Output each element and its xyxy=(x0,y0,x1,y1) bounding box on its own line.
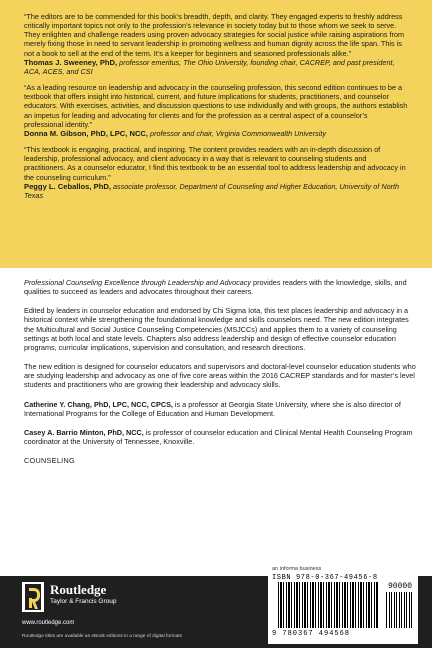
editor-name: Catherine Y. Chang, PhD, LPC, NCC, CPCS, xyxy=(24,399,173,409)
endorsement-quote: “This textbook is engaging, practical, and inspiring. The content provides readers with an in-depth discussion of leadership, professional advocacy, and client advocacy in a way that is relevant to counseling students and practitioners. As a counselor educator, I find this textbook to be an essential tool to address leadership and advocacy in the counseling curriculum.” xyxy=(24,145,406,182)
editor-bio xyxy=(24,428,416,446)
endorsement-signature xyxy=(24,58,408,76)
ebook-note: Routledge titles are available as eBook editions in a range of digital formats xyxy=(22,634,182,639)
routledge-logo-icon xyxy=(22,582,44,612)
endorsement-3 xyxy=(24,145,408,200)
endorsement-quote: “As a leading resource on leadership and advocacy in the counseling profession, this second edition continues to be a textbook that offers insight into historical, current, and future implications for students, practitioners, and counselor educators. With exercises, activities, and discussion questions to use individually and with groups, the authors establish an impetus for leading and advocating for clients and for the profession as a central aspect of a counselor’s professional identity.” xyxy=(24,83,408,129)
endorsement-quote: “The editors are to be commended for this book’s breadth, depth, and clarity. They engaged experts to freshly address critically important topics not only to the profession’s relevance in society today but to those whom we seek to serve. They enlighten and challenge readers using proven advocacy strategies for social justice while raising aspirations from merely fixing those in need to servant leadership in promoting wellness and human dignity across the life span. This is not a book to sell at the end of the term. It’s a keeper for beginners and seasoned professionals alike.” xyxy=(24,12,405,58)
endorsements-panel xyxy=(0,0,432,268)
barcode-digits: 9 780367 494568 xyxy=(272,630,351,638)
description-text: provides readers with the knowledge, skills, and qualities to succeed as leaders and advocates throughout their careers. xyxy=(24,278,407,297)
endorsement-1 xyxy=(24,12,408,76)
endorser-affiliation: professor and chair, Virginia Commonwealth University xyxy=(150,128,327,138)
description-paragraph: Edited by leaders in counselor education and endorsed by Chi Sigma Iota, this text places leadership and advocacy in a historical context while strengthening the foundational knowledge and skills counselors need. The new edition integrates the Multicultural and Social Justice Counseling Competencies (MSJCCs) and applies them to a variety of counseling settings at both local and state levels. Chapters also address leadership and design of effective counselor education programs, curricular implications, supervision and consultation, and research directions. xyxy=(24,306,409,352)
barcode xyxy=(268,564,418,644)
endorser-name: Thomas J. Sweeney, PhD, xyxy=(24,57,118,67)
publisher-brand: Routledge xyxy=(50,582,107,597)
endorsement-2 xyxy=(24,83,408,138)
price-addon: 90000 xyxy=(387,582,412,591)
isbn-text: ISBN 978-0-367-49456-8 xyxy=(272,574,378,582)
description-paragraph: The new edition is designed for counselor educators and supervisors and doctoral-level counselor education students who are studying leadership and advocacy as one of five core areas within the 2016 CACREP standards and for master’s level students and practitioners who are growing their leadership and advocacy skills. xyxy=(24,362,416,390)
editor-bio-text: is professor of counselor education and Clinical Mental Health Counseling Program coordinator at the University of Tennessee, Knoxville. xyxy=(24,427,413,447)
endorser-affiliation: professor emeritus, The Ohio University, founding chair, CACREP, and past president, ACA, ACES, and CSI xyxy=(24,57,395,76)
publisher-url: www.routledge.com xyxy=(22,620,75,626)
editor-name: Casey A. Barrio Minton, PhD, NCC, xyxy=(24,427,144,437)
editor-bio xyxy=(24,400,416,418)
book-title: Professional Counseling Excellence through Leadership and Advocacy xyxy=(24,278,252,287)
endorsement-signature xyxy=(24,182,408,200)
publisher-group: Taylor & Francis Group xyxy=(50,598,117,605)
barcode-bars-icon xyxy=(278,582,378,628)
endorser-name: Peggy L. Ceballos, PhD, xyxy=(24,181,111,191)
endorser-affiliation: associate professor, Department of Counseling and Higher Education, University of North Texas xyxy=(24,181,400,200)
endorser-name: Donna M. Gibson, PhD, LPC, NCC, xyxy=(24,128,149,138)
addon-bars-icon xyxy=(386,592,412,628)
endorsement-signature xyxy=(24,129,408,138)
informa-tagline: an informa business xyxy=(272,566,322,572)
publisher-footer xyxy=(0,566,432,648)
description-paragraph xyxy=(24,278,416,296)
description xyxy=(24,278,416,475)
subject-category: COUNSELING xyxy=(24,456,75,466)
editor-bio-text: is a professor at Georgia State University, where she is also director of International Programs for the College of Education and Human Development. xyxy=(24,399,401,418)
